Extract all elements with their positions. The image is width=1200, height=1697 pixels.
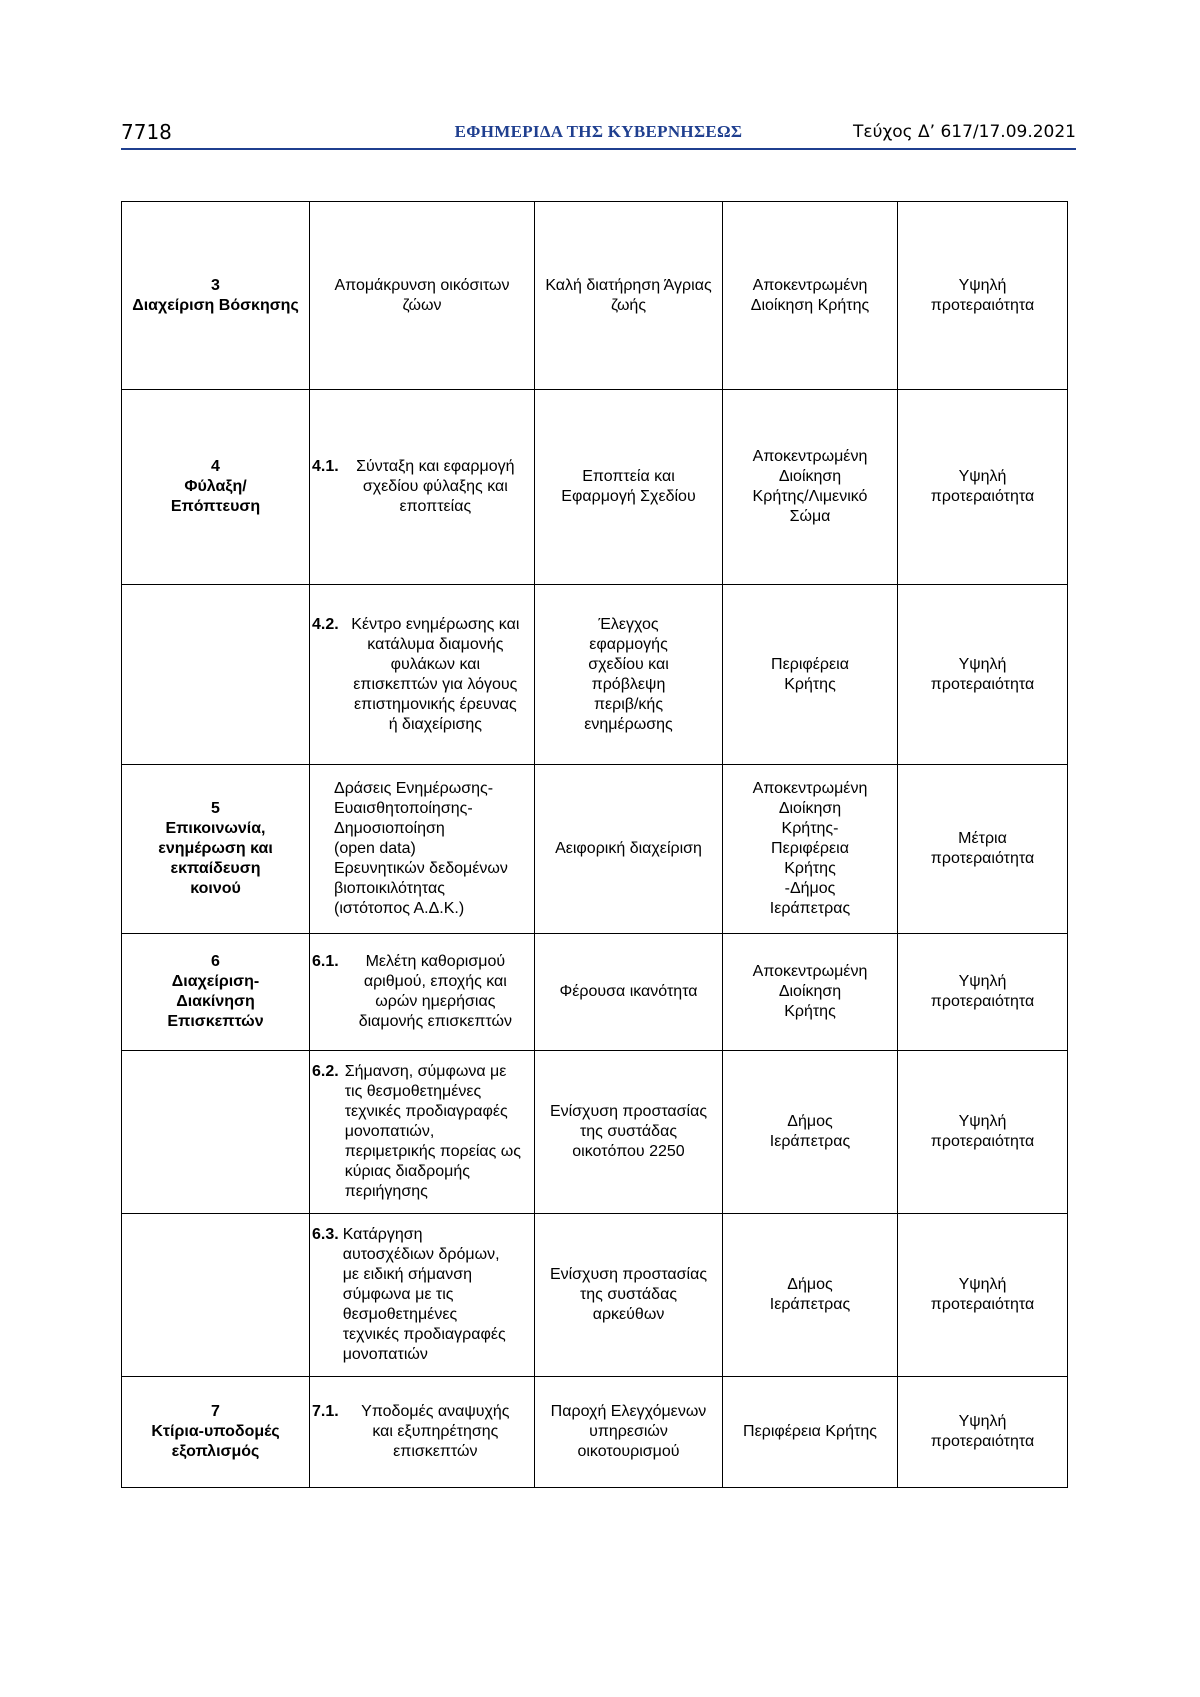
responsible-cell: Περιφέρεια Κρήτης	[723, 1377, 898, 1488]
goal-cell: 3 Διαχείριση Βόσκησης	[122, 202, 310, 390]
table-row	[122, 1377, 1068, 1488]
actions-table	[121, 201, 1068, 1488]
action-text: Σύνταξη και εφαρμογή σχεδίου φύλαξης και εποπτείας	[356, 458, 515, 515]
priority-cell: Υψηλή προτεραιότητα	[898, 390, 1068, 585]
objective-cell: Ενίσχυση προστασίας της συστάδας αρκεύθων	[535, 1214, 723, 1377]
responsible-cell: Αποκεντρωμένη Διοίκηση Κρήτης	[723, 934, 898, 1051]
page-number: 7718	[121, 120, 172, 144]
page-header	[121, 118, 1076, 150]
action-cell	[310, 1051, 535, 1214]
table-row	[122, 202, 1068, 390]
priority-cell: Υψηλή προτεραιότητα	[898, 1214, 1068, 1377]
goal-cell: 6 Διαχείριση- Διακίνηση Επισκεπτών	[122, 934, 310, 1051]
priority-cell: Υψηλή προτεραιότητα	[898, 585, 1068, 765]
objective-cell: Εποπτεία και Εφαρμογή Σχεδίου	[535, 390, 723, 585]
objective-cell: Έλεγχος εφαρμογής σχεδίου και πρόβλεψη περιβ/κής ενημέρωσης	[535, 585, 723, 765]
responsible-cell: Αποκεντρωμένη Διοίκηση Κρήτης- Περιφέρεια Κρήτης -Δήμος Ιεράπετρας	[723, 765, 898, 934]
objective-cell: Αειφορική διαχείριση	[535, 765, 723, 934]
responsible-cell: Αποκεντρωμένη Διοίκηση Κρήτης/Λιμενικό Σώμα	[723, 390, 898, 585]
action-text: Μελέτη καθορισμού αριθμού, εποχής και ωρών ημερήσιας διαμονής επισκεπτών	[358, 953, 512, 1030]
objective-cell: Παροχή Ελεγχόμενων υπηρεσιών οικοτουρισμού	[535, 1377, 723, 1488]
goal-cell	[122, 1214, 310, 1377]
table-row	[122, 934, 1068, 1051]
actions-table-body	[122, 202, 1068, 1488]
action-text: Σήμανση, σύμφωνα με τις θεσμοθετημένες τεχνικές προδιαγραφές μονοπατιών, περιμετρικής πορείας ως κύριας διαδρομής περιήγησης	[344, 1063, 522, 1200]
responsible-cell: Περιφέρεια Κρήτης	[723, 585, 898, 765]
gazette-title: ΕΦΗΜΕΡΙΔΑ ΤΗΣ ΚΥΒΕΡΝΗΣΕΩΣ	[454, 122, 743, 141]
responsible-cell: Δήμος Ιεράπετρας	[723, 1214, 898, 1377]
responsible-cell: Αποκεντρωμένη Διοίκηση Κρήτης	[723, 202, 898, 390]
action-number: 7.1.	[312, 1403, 339, 1420]
action-cell: Δράσεις Ενημέρωσης- Ευαισθητοποίησης- Δημοσιοποίηση (open data) Ερευνητικών δεδομένων βιοποικιλότητας (ιστότοπος Α.Δ.Κ.)	[310, 765, 535, 934]
priority-cell: Μέτρια προτεραιότητα	[898, 765, 1068, 934]
action-cell	[310, 1377, 535, 1488]
priority-cell: Υψηλή προτεραιότητα	[898, 1051, 1068, 1214]
action-number: 6.2.	[312, 1063, 339, 1080]
table-row	[122, 1214, 1068, 1377]
goal-cell: 4 Φύλαξη/ Επόπτευση	[122, 390, 310, 585]
action-cell	[310, 934, 535, 1051]
action-number: 4.1.	[312, 458, 339, 475]
table-row	[122, 1051, 1068, 1214]
issue-reference: Τεύχος Δ’ 617/17.09.2021	[853, 122, 1076, 142]
objective-cell: Καλή διατήρηση Άγριας ζωής	[535, 202, 723, 390]
action-number: 4.2.	[312, 615, 339, 633]
table-row	[122, 585, 1068, 765]
action-cell	[310, 585, 535, 765]
goal-cell	[122, 1051, 310, 1214]
goal-cell	[122, 585, 310, 765]
responsible-cell: Δήμος Ιεράπετρας	[723, 1051, 898, 1214]
priority-cell: Υψηλή προτεραιότητα	[898, 202, 1068, 390]
table-row	[122, 765, 1068, 934]
action-cell	[310, 1214, 535, 1377]
action-text: Κέντρο ενημέρωσης και κατάλυμα διαμονής φυλάκων και επισκεπτών για λόγους επιστημονικής έρευνας ή διαχείρισης	[351, 615, 520, 733]
action-text: Υποδομές αναψυχής και εξυπηρέτησης επισκεπτών	[361, 1403, 510, 1460]
goal-cell: 7 Κτίρια-υποδομές εξοπλισμός	[122, 1377, 310, 1488]
action-cell: Απομάκρυνση οικόσιτων ζώων	[310, 202, 535, 390]
action-number: 6.3.	[312, 1226, 339, 1243]
action-cell	[310, 390, 535, 585]
objective-cell: Φέρουσα ικανότητα	[535, 934, 723, 1051]
action-text: Κατάργηση αυτοσχέδιων δρόμων, με ειδική σήμανση σύμφωνα με τις θεσμοθετημένες τεχνικές προδιαγραφές μονοπατιών	[342, 1226, 506, 1363]
objective-cell: Ενίσχυση προστασίας της συστάδας οικοτόπου 2250	[535, 1051, 723, 1214]
action-number: 6.1.	[312, 953, 339, 970]
goal-cell: 5 Επικοινωνία, ενημέρωση και εκπαίδευση κοινού	[122, 765, 310, 934]
priority-cell: Υψηλή προτεραιότητα	[898, 934, 1068, 1051]
table-row	[122, 390, 1068, 585]
priority-cell: Υψηλή προτεραιότητα	[898, 1377, 1068, 1488]
